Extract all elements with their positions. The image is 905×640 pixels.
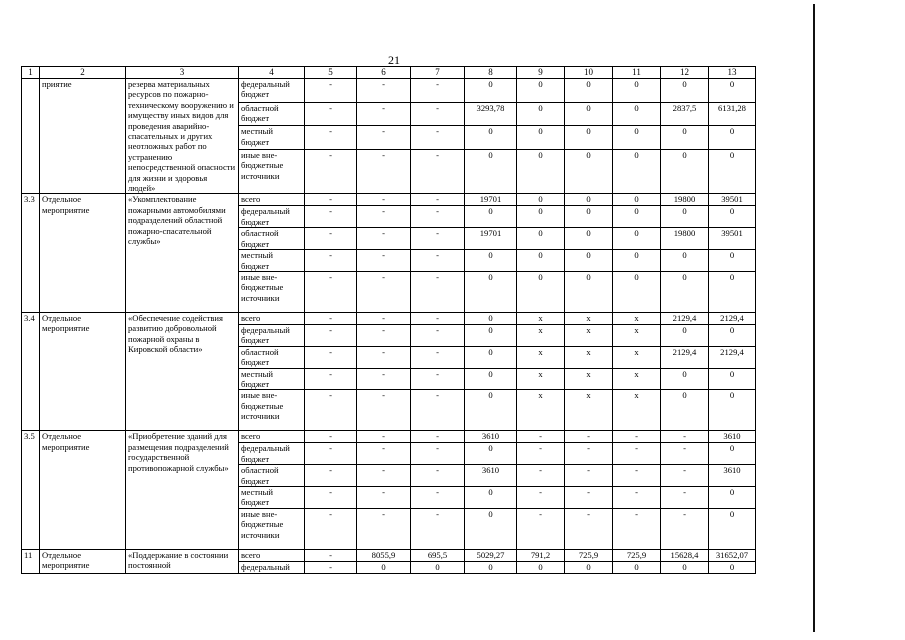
value-cell: x bbox=[613, 368, 661, 390]
value-cell: x bbox=[613, 324, 661, 346]
value-cell: 0 bbox=[709, 250, 756, 272]
value-cell: - bbox=[305, 431, 357, 443]
table-row bbox=[22, 79, 756, 103]
value-cell: 0 bbox=[709, 443, 756, 465]
funding-source-cell: местный бюджет bbox=[239, 126, 305, 150]
value-cell: x bbox=[517, 346, 565, 368]
funding-source-cell: иные вне-бюджетные источники bbox=[239, 508, 305, 549]
event-type-cell: Отдельное мероприятие bbox=[40, 431, 126, 549]
table-row bbox=[22, 312, 756, 324]
value-cell: 15628,4 bbox=[661, 549, 709, 561]
value-cell: - bbox=[357, 271, 411, 312]
value-cell: 0 bbox=[465, 79, 517, 103]
value-cell: - bbox=[305, 443, 357, 465]
value-cell: - bbox=[305, 346, 357, 368]
event-name-cell: «Поддержание в состоянии постоянной bbox=[126, 549, 239, 573]
funding-source-cell: иные вне-бюджетные источники bbox=[239, 149, 305, 194]
value-cell: x bbox=[517, 390, 565, 431]
value-cell: 19800 bbox=[661, 228, 709, 250]
value-cell: 0 bbox=[613, 228, 661, 250]
value-cell: 19701 bbox=[465, 228, 517, 250]
column-header: 2 bbox=[40, 67, 126, 79]
value-cell: 31652,07 bbox=[709, 549, 756, 561]
value-cell: 0 bbox=[613, 79, 661, 103]
column-header: 11 bbox=[613, 67, 661, 79]
value-cell: - bbox=[565, 443, 613, 465]
value-cell: 0 bbox=[613, 250, 661, 272]
value-cell: x bbox=[565, 346, 613, 368]
value-cell: x bbox=[517, 368, 565, 390]
value-cell: 0 bbox=[613, 102, 661, 126]
value-cell: - bbox=[613, 486, 661, 508]
budget-table bbox=[21, 66, 756, 574]
value-cell: 0 bbox=[465, 324, 517, 346]
funding-source-cell: федеральный бюджет bbox=[239, 324, 305, 346]
value-cell: - bbox=[357, 368, 411, 390]
funding-source-cell: областной бюджет bbox=[239, 346, 305, 368]
value-cell: 19800 bbox=[661, 194, 709, 206]
value-cell: 6131,28 bbox=[709, 102, 756, 126]
value-cell: 8055,9 bbox=[357, 549, 411, 561]
value-cell: - bbox=[565, 508, 613, 549]
value-cell: x bbox=[517, 312, 565, 324]
value-cell: - bbox=[661, 508, 709, 549]
value-cell: 0 bbox=[565, 126, 613, 150]
value-cell: - bbox=[517, 431, 565, 443]
funding-source-cell: областной бюджет bbox=[239, 228, 305, 250]
page-number: 21 bbox=[388, 53, 400, 67]
value-cell: - bbox=[305, 271, 357, 312]
value-cell: 0 bbox=[661, 271, 709, 312]
value-cell: 0 bbox=[465, 443, 517, 465]
value-cell: - bbox=[613, 508, 661, 549]
funding-source-cell: федеральный bbox=[239, 561, 305, 573]
event-name-cell: резерва материальных ресурсов по пожарно-техническому вооружению и имуществу иных видов для проведения аварийно-спасательных и других неотложных работ по устранению непосредственной опасности для жизни и здоровья людей» bbox=[126, 79, 239, 194]
value-cell: 0 bbox=[465, 368, 517, 390]
value-cell: - bbox=[411, 465, 465, 487]
value-cell: x bbox=[613, 390, 661, 431]
column-header: 5 bbox=[305, 67, 357, 79]
value-cell: x bbox=[565, 324, 613, 346]
value-cell: x bbox=[565, 390, 613, 431]
value-cell: - bbox=[357, 346, 411, 368]
value-cell: 0 bbox=[661, 324, 709, 346]
event-type-cell: приятие bbox=[40, 79, 126, 194]
value-cell: - bbox=[517, 508, 565, 549]
value-cell: 0 bbox=[465, 508, 517, 549]
value-cell: 0 bbox=[465, 271, 517, 312]
value-cell: - bbox=[357, 102, 411, 126]
value-cell: - bbox=[517, 443, 565, 465]
value-cell: 0 bbox=[661, 206, 709, 228]
row-number-cell: 3.3 bbox=[22, 194, 40, 312]
value-cell: - bbox=[357, 194, 411, 206]
value-cell: 0 bbox=[709, 368, 756, 390]
value-cell: 0 bbox=[709, 561, 756, 573]
row-number-cell: 3.5 bbox=[22, 431, 40, 549]
value-cell: 0 bbox=[465, 486, 517, 508]
value-cell: 5029,27 bbox=[465, 549, 517, 561]
value-cell: - bbox=[305, 102, 357, 126]
value-cell: - bbox=[305, 228, 357, 250]
value-cell: - bbox=[305, 250, 357, 272]
value-cell: - bbox=[517, 486, 565, 508]
value-cell: - bbox=[517, 465, 565, 487]
column-header: 13 bbox=[709, 67, 756, 79]
value-cell: - bbox=[357, 149, 411, 194]
column-header-row bbox=[22, 67, 756, 79]
value-cell: - bbox=[613, 443, 661, 465]
value-cell: 0 bbox=[517, 126, 565, 150]
value-cell: 3610 bbox=[709, 465, 756, 487]
value-cell: - bbox=[305, 149, 357, 194]
value-cell: 0 bbox=[411, 561, 465, 573]
value-cell: - bbox=[357, 324, 411, 346]
value-cell: - bbox=[305, 206, 357, 228]
funding-source-cell: всего bbox=[239, 194, 305, 206]
value-cell: 2129,4 bbox=[709, 312, 756, 324]
value-cell: - bbox=[411, 368, 465, 390]
value-cell: 0 bbox=[613, 206, 661, 228]
value-cell: - bbox=[411, 508, 465, 549]
value-cell: 2129,4 bbox=[661, 346, 709, 368]
value-cell: 0 bbox=[517, 250, 565, 272]
value-cell: - bbox=[661, 486, 709, 508]
value-cell: - bbox=[411, 79, 465, 103]
value-cell: - bbox=[565, 486, 613, 508]
event-name-cell: «Приобретение зданий для размещения подразделений государственной противопожарной службы» bbox=[126, 431, 239, 549]
value-cell: 0 bbox=[465, 561, 517, 573]
value-cell: 0 bbox=[613, 271, 661, 312]
column-header: 9 bbox=[517, 67, 565, 79]
value-cell: - bbox=[357, 486, 411, 508]
value-cell: - bbox=[305, 508, 357, 549]
value-cell: - bbox=[357, 390, 411, 431]
funding-source-cell: областной бюджет bbox=[239, 465, 305, 487]
value-cell: - bbox=[305, 465, 357, 487]
value-cell: 3610 bbox=[709, 431, 756, 443]
value-cell: 0 bbox=[709, 126, 756, 150]
value-cell: 0 bbox=[661, 368, 709, 390]
value-cell: 0 bbox=[517, 102, 565, 126]
value-cell: 0 bbox=[613, 149, 661, 194]
value-cell: - bbox=[565, 465, 613, 487]
value-cell: 3293,78 bbox=[465, 102, 517, 126]
value-cell: - bbox=[411, 194, 465, 206]
value-cell: - bbox=[411, 149, 465, 194]
funding-source-cell: иные вне-бюджетные источники bbox=[239, 271, 305, 312]
page-edge-rule bbox=[813, 4, 815, 632]
value-cell: 0 bbox=[565, 250, 613, 272]
value-cell: 0 bbox=[465, 312, 517, 324]
row-number-cell: 3.4 bbox=[22, 312, 40, 430]
value-cell: - bbox=[305, 368, 357, 390]
value-cell: x bbox=[565, 312, 613, 324]
value-cell: 725,9 bbox=[565, 549, 613, 561]
value-cell: - bbox=[357, 79, 411, 103]
row-number-cell bbox=[22, 79, 40, 194]
value-cell: 0 bbox=[517, 228, 565, 250]
value-cell: 0 bbox=[517, 79, 565, 103]
value-cell: - bbox=[357, 508, 411, 549]
event-type-cell: Отдельное мероприятие bbox=[40, 194, 126, 312]
table-row bbox=[22, 431, 756, 443]
value-cell: 39501 bbox=[709, 194, 756, 206]
value-cell: 0 bbox=[709, 271, 756, 312]
value-cell: - bbox=[357, 312, 411, 324]
funding-source-cell: областной бюджет bbox=[239, 102, 305, 126]
value-cell: - bbox=[357, 443, 411, 465]
value-cell: - bbox=[305, 126, 357, 150]
value-cell: - bbox=[661, 443, 709, 465]
value-cell: - bbox=[661, 465, 709, 487]
value-cell: 0 bbox=[709, 324, 756, 346]
value-cell: 0 bbox=[613, 194, 661, 206]
value-cell: - bbox=[357, 250, 411, 272]
funding-source-cell: местный бюджет bbox=[239, 250, 305, 272]
funding-source-cell: всего bbox=[239, 312, 305, 324]
value-cell: - bbox=[411, 312, 465, 324]
value-cell: 0 bbox=[709, 206, 756, 228]
value-cell: - bbox=[411, 126, 465, 150]
funding-source-cell: местный бюджет bbox=[239, 368, 305, 390]
value-cell: 0 bbox=[613, 561, 661, 573]
value-cell: 0 bbox=[661, 390, 709, 431]
event-type-cell: Отдельное мероприятие bbox=[40, 549, 126, 573]
value-cell: 0 bbox=[565, 206, 613, 228]
funding-source-cell: всего bbox=[239, 549, 305, 561]
value-cell: 0 bbox=[661, 79, 709, 103]
value-cell: - bbox=[411, 346, 465, 368]
value-cell: 0 bbox=[613, 126, 661, 150]
value-cell: 0 bbox=[709, 149, 756, 194]
value-cell: 0 bbox=[709, 508, 756, 549]
value-cell: - bbox=[305, 312, 357, 324]
value-cell: 0 bbox=[465, 126, 517, 150]
table-row bbox=[22, 549, 756, 561]
value-cell: - bbox=[613, 431, 661, 443]
value-cell: - bbox=[357, 465, 411, 487]
table-row bbox=[22, 194, 756, 206]
funding-source-cell: федеральный бюджет bbox=[239, 443, 305, 465]
value-cell: 0 bbox=[357, 561, 411, 573]
value-cell: 0 bbox=[517, 561, 565, 573]
value-cell: 2129,4 bbox=[661, 312, 709, 324]
funding-source-cell: всего bbox=[239, 431, 305, 443]
value-cell: - bbox=[305, 324, 357, 346]
value-cell: 0 bbox=[565, 271, 613, 312]
value-cell: - bbox=[357, 126, 411, 150]
column-header: 1 bbox=[22, 67, 40, 79]
value-cell: - bbox=[411, 390, 465, 431]
value-cell: - bbox=[411, 486, 465, 508]
value-cell: 791,2 bbox=[517, 549, 565, 561]
value-cell: - bbox=[305, 194, 357, 206]
value-cell: - bbox=[411, 228, 465, 250]
value-cell: 0 bbox=[565, 79, 613, 103]
column-header: 12 bbox=[661, 67, 709, 79]
value-cell: x bbox=[565, 368, 613, 390]
column-header: 7 bbox=[411, 67, 465, 79]
value-cell: - bbox=[357, 228, 411, 250]
value-cell: - bbox=[411, 250, 465, 272]
value-cell: - bbox=[305, 79, 357, 103]
value-cell: 0 bbox=[517, 271, 565, 312]
value-cell: 0 bbox=[465, 206, 517, 228]
event-name-cell: «Обеспечение содействия развитию добровольной пожарной охраны в Кировской области» bbox=[126, 312, 239, 430]
value-cell: 0 bbox=[517, 194, 565, 206]
funding-source-cell: иные вне-бюджетные источники bbox=[239, 390, 305, 431]
value-cell: 0 bbox=[565, 149, 613, 194]
value-cell: 0 bbox=[565, 228, 613, 250]
value-cell: 0 bbox=[565, 194, 613, 206]
value-cell: - bbox=[305, 486, 357, 508]
value-cell: - bbox=[411, 271, 465, 312]
value-cell: 2129,4 bbox=[709, 346, 756, 368]
value-cell: 0 bbox=[661, 250, 709, 272]
value-cell: 2837,5 bbox=[661, 102, 709, 126]
value-cell: 0 bbox=[517, 149, 565, 194]
value-cell: 725,9 bbox=[613, 549, 661, 561]
event-name-cell: «Укомплектование пожарными автомобилями подразделений областной пожарно-спасательной службы» bbox=[126, 194, 239, 312]
value-cell: 3610 bbox=[465, 465, 517, 487]
value-cell: x bbox=[613, 312, 661, 324]
value-cell: 0 bbox=[565, 561, 613, 573]
value-cell: - bbox=[357, 206, 411, 228]
value-cell: - bbox=[411, 324, 465, 346]
value-cell: 695,5 bbox=[411, 549, 465, 561]
event-type-cell: Отдельное мероприятие bbox=[40, 312, 126, 430]
value-cell: - bbox=[661, 431, 709, 443]
value-cell: 0 bbox=[465, 250, 517, 272]
value-cell: 0 bbox=[565, 102, 613, 126]
value-cell: 0 bbox=[465, 346, 517, 368]
column-header: 4 bbox=[239, 67, 305, 79]
value-cell: - bbox=[357, 431, 411, 443]
value-cell: - bbox=[411, 443, 465, 465]
value-cell: 0 bbox=[465, 149, 517, 194]
value-cell: - bbox=[411, 431, 465, 443]
value-cell: 0 bbox=[517, 206, 565, 228]
value-cell: - bbox=[305, 390, 357, 431]
funding-source-cell: местный бюджет bbox=[239, 486, 305, 508]
value-cell: x bbox=[517, 324, 565, 346]
value-cell: 0 bbox=[661, 149, 709, 194]
value-cell: - bbox=[305, 561, 357, 573]
value-cell: - bbox=[411, 206, 465, 228]
value-cell: 0 bbox=[709, 486, 756, 508]
value-cell: 0 bbox=[709, 79, 756, 103]
value-cell: x bbox=[613, 346, 661, 368]
column-header: 6 bbox=[357, 67, 411, 79]
funding-source-cell: федеральный бюджет bbox=[239, 79, 305, 103]
value-cell: - bbox=[613, 465, 661, 487]
value-cell: 0 bbox=[661, 561, 709, 573]
column-header: 3 bbox=[126, 67, 239, 79]
value-cell: 0 bbox=[661, 126, 709, 150]
funding-source-cell: федеральный бюджет bbox=[239, 206, 305, 228]
column-header: 10 bbox=[565, 67, 613, 79]
value-cell: - bbox=[305, 549, 357, 561]
row-number-cell: 11 bbox=[22, 549, 40, 573]
column-header: 8 bbox=[465, 67, 517, 79]
value-cell: 0 bbox=[709, 390, 756, 431]
value-cell: 3610 bbox=[465, 431, 517, 443]
value-cell: - bbox=[411, 102, 465, 126]
value-cell: 19701 bbox=[465, 194, 517, 206]
value-cell: 0 bbox=[465, 390, 517, 431]
value-cell: - bbox=[565, 431, 613, 443]
value-cell: 39501 bbox=[709, 228, 756, 250]
